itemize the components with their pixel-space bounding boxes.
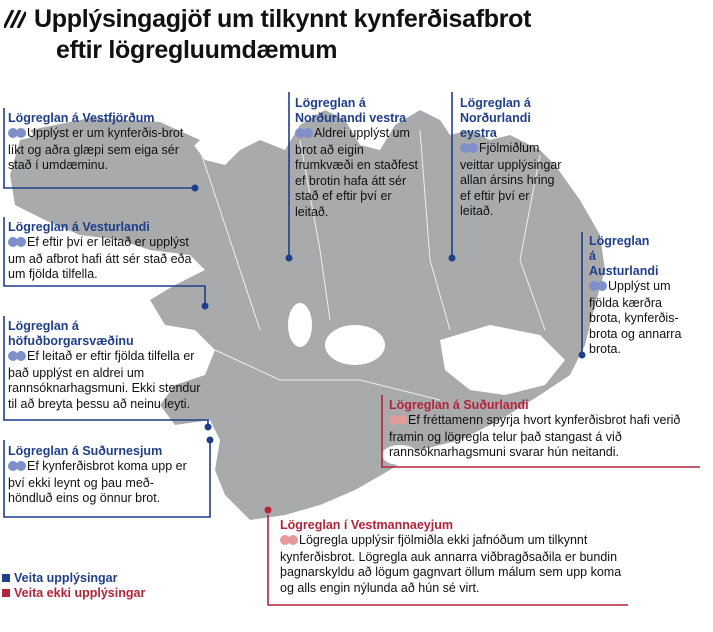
district-name: Lögreglan á Norðurlandi eystra <box>460 96 531 140</box>
district-hofudborg <box>8 319 208 412</box>
title-line-1: Upplýsingagjöf um tilkynnt kynferðisafbrot <box>34 5 532 33</box>
district-text: Upplýst er um kynferðis-brot líkt og aðra glæpi sem eiga sér stað í umdæminu. <box>8 126 184 172</box>
legend-red: Veita ekki upplýsingar <box>2 586 145 601</box>
dots-icon <box>280 534 296 550</box>
district-name: Lögreglan í Vestmannaeyjum <box>280 518 453 532</box>
district-name: Lögreglan á Austurlandi <box>589 234 659 278</box>
district-text: Aldrei upplýst um brot að eigin frumkvæði en staðfest ef brotin hafa átt sér stað ef eftir því er leitað. <box>295 126 418 219</box>
district-text: Ef fréttamenn spyrja hvort kynferðisbrot hafi verið framin og lögregla telur það stangast á við rannsóknarhagsmuni svarar hún neitandi. <box>389 413 681 459</box>
district-vestmannaeyjar <box>280 518 630 596</box>
district-sudurnes <box>8 444 193 507</box>
district-text: Ef kynferðisbrot koma upp er því ekki leynt og þau með-höndluð eins og önnur brot. <box>8 459 187 505</box>
hatch-stripes-icon <box>4 10 26 28</box>
dots-icon <box>589 280 605 296</box>
dots-icon <box>8 460 24 476</box>
dots-icon <box>389 414 405 430</box>
page-title <box>34 4 531 66</box>
district-sudurland <box>389 398 697 461</box>
district-nordurland-vestra <box>295 96 425 220</box>
district-vesturland <box>8 220 208 283</box>
district-nordurland-eystra <box>460 96 565 220</box>
district-text: Ef leitað er eftir fjölda tilfella er það upplýst en aldrei um rannsóknarhagsmuni. Ekki stendur til að breyta þessu að neinu leyti. <box>8 349 201 411</box>
legend-blue: Veita upplýsingar <box>2 571 145 586</box>
district-name: Lögreglan á Norðurlandi vestra <box>295 96 407 125</box>
district-text: Ef eftir því er leitað er upplýst um að afbrot hafi átt sér stað eða um fjölda tilfella. <box>8 235 192 281</box>
district-name: Lögreglan á Suðurnesjum <box>8 444 163 458</box>
blue-square-icon <box>2 574 10 582</box>
district-text: Lögregla upplýsir fjölmiðla ekki jafnóðum um tilkynnt kynferðisbrot. Lögregla auk annarra viðbragðsaðila er bundin þagnarskyldu að lögum gagnvart öllum málum sem upp koma og alls engin nýlunda að hún sé virt. <box>280 533 622 595</box>
district-text: Upplýst um fjölda kærðra brota, kynferðis-brota og annarra brota. <box>589 279 682 356</box>
red-square-icon <box>2 589 10 597</box>
dots-icon <box>295 127 311 143</box>
district-vestfirdir <box>8 111 194 174</box>
dots-icon <box>8 236 24 252</box>
district-name: Lögreglan á Suðurlandi <box>389 398 529 412</box>
dots-icon <box>8 350 24 366</box>
title-line-2: eftir lögregluumdæmum <box>56 36 338 64</box>
hofsjokull-glacier <box>325 325 385 365</box>
district-name: Lögreglan á Vestfjörðum <box>8 111 155 125</box>
district-name: Lögreglan á höfuðborgarsvæðinu <box>8 319 134 348</box>
langjokull-glacier <box>288 303 312 347</box>
dots-icon <box>460 142 476 158</box>
district-austurland <box>589 234 693 358</box>
legend <box>2 571 145 601</box>
district-name: Lögreglan á Vesturlandi <box>8 220 150 234</box>
district-text: Fjölmiðlum veittar upplýsingar allan ársins hring ef eftir því er leitað. <box>460 141 562 218</box>
dots-icon <box>8 127 24 143</box>
